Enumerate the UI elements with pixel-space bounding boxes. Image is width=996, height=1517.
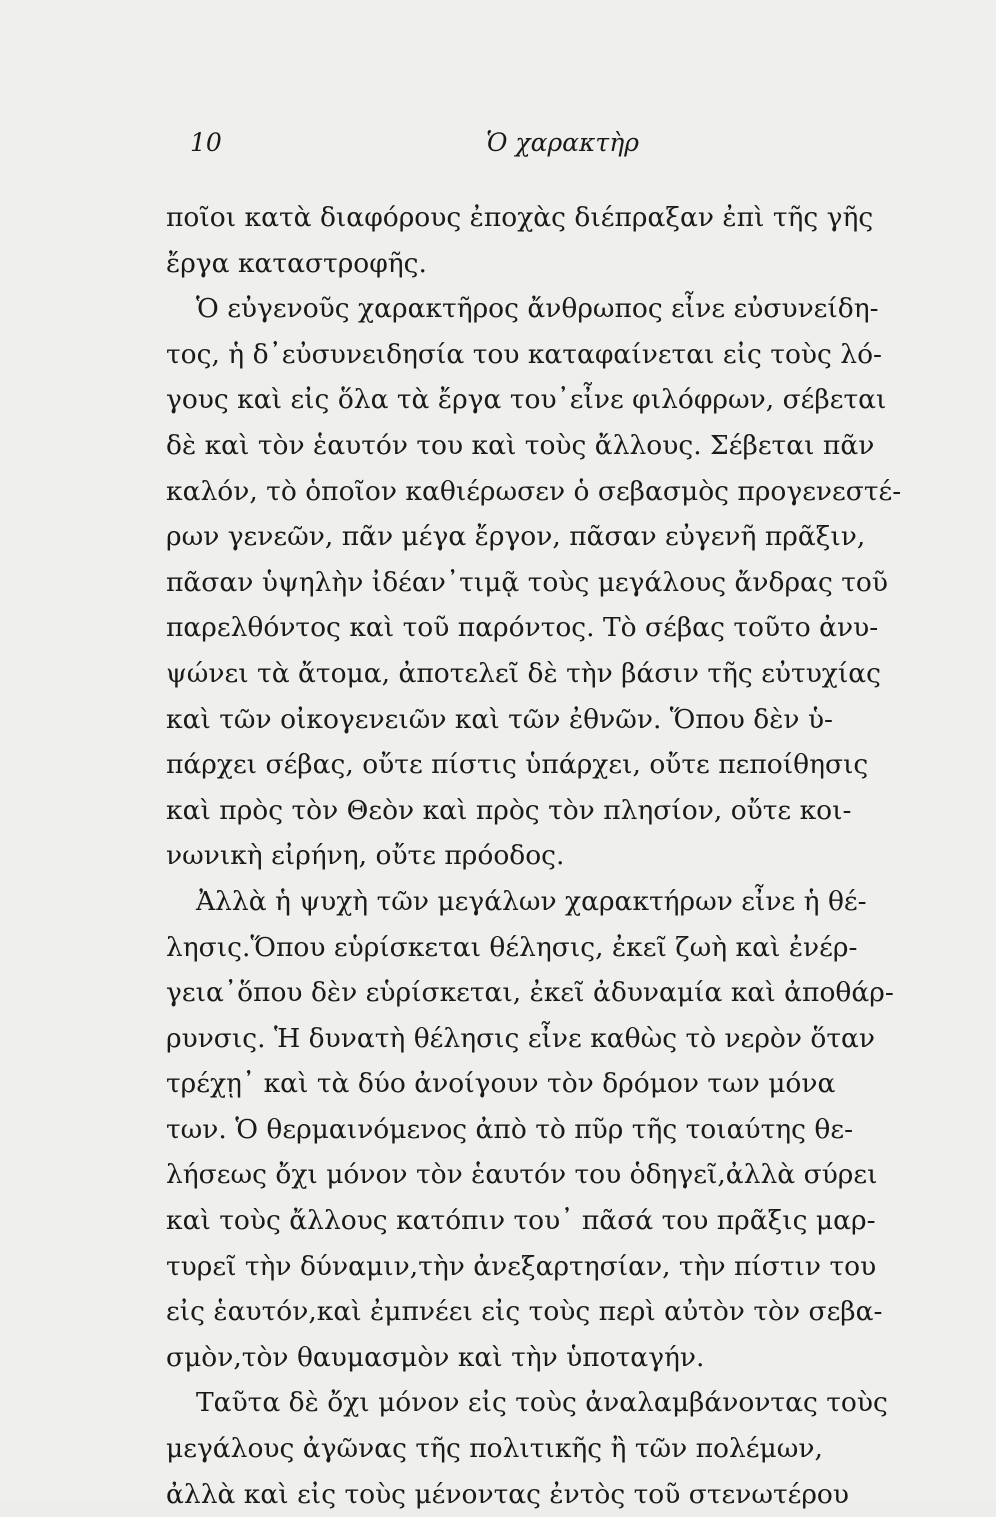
text-line: Ἀλλὰ ἡ ψυχὴ τῶν μεγάλων χαρακτήρων εἶνε ἡ θέ- (196, 885, 867, 917)
running-title: Ὁ χαρακτὴρ (486, 128, 639, 157)
page-number: 10 (190, 128, 222, 157)
text-line: τος, ἡ δ᾽εὐσυνειδησία του καταφαίνεται εἰς τοὺς λό- (166, 338, 882, 370)
text-line: Ταῦτα δὲ ὄχι μόνον εἰς τοὺς ἀναλαμβάνοντας τοὺς (196, 1387, 888, 1419)
text-line: παρελθόντος καὶ τοῦ παρόντος. Τὸ σέβας τοῦτο ἀνυ- (166, 612, 879, 644)
text-line: καλόν, τὸ ὁποῖον καθιέρωσεν ὁ σεβασμὸς προγενεστέ- (166, 475, 902, 507)
text-line: ρων γενεῶν, πᾶν μέγα ἔργον, πᾶσαν εὐγενῆ πρᾶξιν, (166, 521, 866, 553)
body-text (166, 195, 936, 1517)
text-line: ἀλλὰ καὶ εἰς τοὺς μένοντας ἐντὸς τοῦ στενωτέρου (166, 1478, 849, 1510)
text-line: λήσεως ὄχι μόνον τὸν ἑαυτόν του ὁδηγεῖ,ἀλλὰ σύρει (166, 1159, 878, 1191)
text-line: τρέχῃ᾽ καὶ τὰ δύο ἀνοίγουν τὸν δρόμον των μόνα (166, 1068, 836, 1100)
text-line: καὶ πρὸς τὸν Θεὸν καὶ πρὸς τὸν πλησίον, οὔτε κοι- (166, 794, 852, 826)
text-line: γους καὶ εἰς ὅλα τὰ ἔργα του᾽εἶνε φιλόφρων, σέβεται (166, 384, 887, 416)
text-line: καὶ τοὺς ἄλλους κατόπιν του᾽ πᾶσά του πρᾶξις μαρ- (166, 1205, 876, 1237)
text-line: σμὸν,τὸν θαυμασμὸν καὶ τὴν ὑποταγήν. (166, 1341, 705, 1373)
text-line: νωνικὴ εἰρήνη, οὔτε πρόοδος. (166, 840, 565, 872)
text-line: Ὁ εὐγενοῦς χαρακτῆρος ἄνθρωπος εἶνε εὐσυνείδη- (196, 293, 879, 325)
text-line: ἔργα καταστροφῆς. (166, 247, 427, 279)
text-line: λησις.Ὅπου εὑρίσκεται θέλησις, ἐκεῖ ζωὴ καὶ ἐνέρ- (166, 931, 858, 963)
text-line: μεγάλους ἀγῶνας τῆς πολιτικῆς ἢ τῶν πολέμων, (166, 1433, 823, 1465)
text-line: δὲ καὶ τὸν ἑαυτόν του καὶ τοὺς ἄλλους. Σέβεται πᾶν (166, 429, 875, 461)
text-line: πᾶσαν ὑψηλὴν ἰδέαν᾽τιμᾷ τοὺς μεγάλους ἄνδρας τοῦ (166, 566, 888, 598)
text-line: ποῖοι κατὰ διαφόρους ἐποχὰς διέπραξαν ἐπὶ τῆς γῆς (166, 202, 874, 233)
text-line: ρυνσις. Ἡ δυνατὴ θέλησις εἶνε καθὼς τὸ νερὸν ὅταν (166, 1022, 876, 1054)
text-line: καὶ τῶν οἰκογενειῶν καὶ τῶν ἐθνῶν. Ὅπου δὲν ὑ- (166, 703, 834, 735)
text-line: των. Ὁ θερμαινόμενος ἀπὸ τὸ πῦρ τῆς τοιαύτης θε- (166, 1113, 854, 1145)
text-line: πάρχει σέβας, οὔτε πίστις ὑπάρχει, οὔτε πεποίθησις (166, 749, 869, 781)
page-header (190, 128, 930, 168)
text-line: γεια᾽ὅπου δὲν εὑρίσκεται, ἐκεῖ ἀδυναμία καὶ ἀποθάρ- (166, 977, 894, 1009)
text-line: τυρεῖ τὴν δύναμιν,τὴν ἀνεξαρτησίαν, τὴν πίστιν του (166, 1250, 877, 1282)
text-line: ψώνει τὰ ἄτομα, ἀποτελεῖ δὲ τὴν βάσιν τῆς εὐτυχίας (166, 657, 881, 689)
text-line: εἰς ἑαυτόν,καὶ ἐμπνέει εἰς τοὺς περὶ αὐτὸν τὸν σεβα- (166, 1296, 883, 1328)
